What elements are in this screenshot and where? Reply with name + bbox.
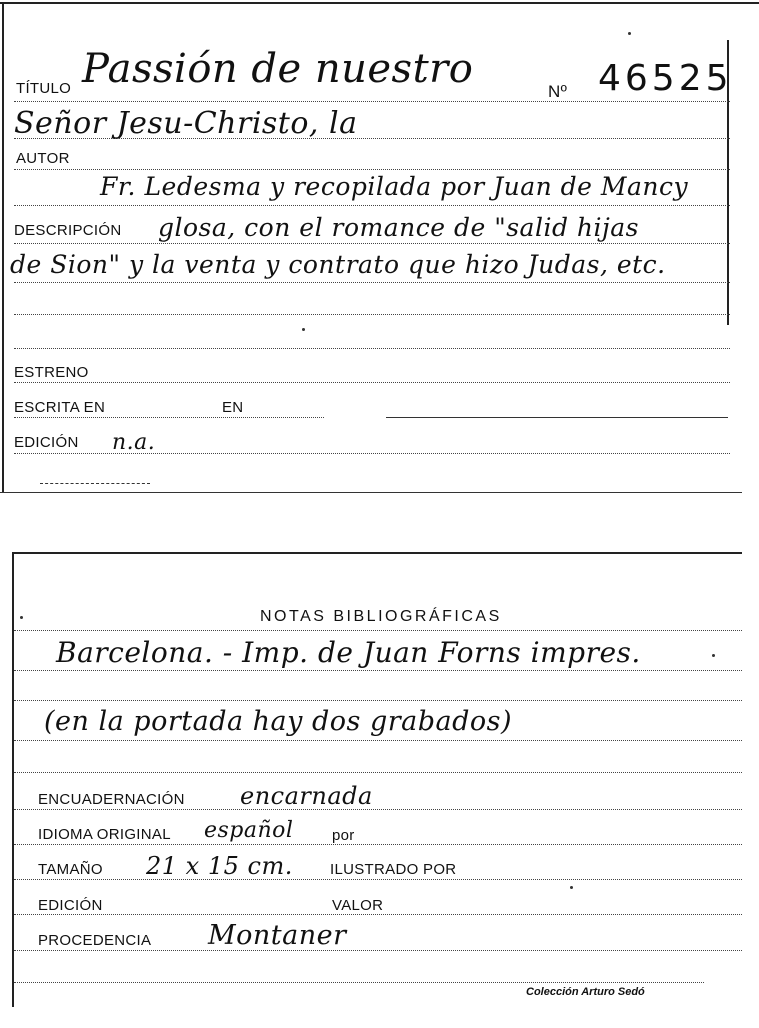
rule-blank-1	[14, 314, 730, 315]
title-line-1: Passión de nuestro	[82, 46, 474, 92]
card-left-border	[2, 2, 4, 492]
label-valor: VALOR	[332, 897, 384, 914]
card-top-border	[0, 2, 759, 4]
label-titulo: TÍTULO	[16, 80, 72, 97]
label-ilustrado-por: ILUSTRADO POR	[330, 861, 457, 878]
label-autor: AUTOR	[16, 150, 70, 167]
speck	[302, 328, 305, 331]
rule-escrita-right	[386, 417, 728, 418]
rule-notes-2	[14, 740, 742, 741]
tamano-value: 21 x 15 cm.	[146, 852, 293, 880]
rule-blank-2	[14, 348, 730, 349]
rule-idioma	[14, 844, 742, 845]
rule-titulo	[14, 101, 730, 102]
number-value: 46525	[598, 58, 733, 99]
rule-notes-1	[14, 670, 742, 671]
author-line: Fr. Ledesma y recopilada por Juan de Mancy	[100, 172, 689, 201]
collection-credit: Colección Arturo Sedó	[526, 986, 645, 998]
speck	[20, 616, 23, 619]
rule-encuadernacion	[14, 809, 742, 810]
rule-edicion	[14, 453, 730, 454]
rule-tamano	[14, 879, 742, 880]
card-left-border	[12, 552, 14, 1007]
label-por: por	[332, 827, 355, 844]
label-escrita-en: ESCRITA EN	[14, 399, 106, 416]
card-top-border	[12, 552, 742, 554]
description-line-2: de Sion" y la venta y contrato que hizo Judas, etc.	[10, 250, 666, 279]
rule-bottom-dashes	[40, 483, 150, 484]
speck	[570, 886, 573, 889]
notes-line-1: Barcelona. - Imp. de Juan Forns impres.	[56, 636, 641, 669]
notes-heading: NOTAS BIBLIOGRÁFICAS	[260, 608, 502, 625]
rule-autor-2	[14, 205, 730, 206]
rule-estreno	[14, 382, 730, 383]
label-idioma-original: IDIOMA ORIGINAL	[38, 826, 171, 843]
label-edicion: EDICIÓN	[38, 897, 103, 914]
description-line-1: glosa, con el romance de "salid hijas	[158, 213, 639, 242]
catalog-card-main	[0, 0, 759, 495]
catalog-card-notes	[0, 550, 759, 1028]
rule-footer	[14, 982, 704, 983]
speck	[628, 32, 631, 35]
label-encuadernacion: ENCUADERNACIÓN	[38, 791, 185, 808]
rule-procedencia	[14, 950, 742, 951]
rule-edicion	[14, 914, 742, 915]
rule-titulo-2	[14, 138, 730, 139]
label-descripcion: DESCRIPCIÓN	[14, 222, 122, 239]
label-en: EN	[222, 399, 244, 416]
label-tamano: TAMAÑO	[38, 861, 103, 878]
number-label: Nº	[548, 82, 568, 101]
rule-autor	[14, 169, 730, 170]
label-estreno: ESTRENO	[14, 364, 89, 381]
speck	[712, 654, 715, 657]
encuadernacion-value: encarnada	[240, 782, 373, 810]
rule-descripcion-2	[14, 282, 730, 283]
procedencia-value: Montaner	[208, 920, 347, 951]
label-edicion: EDICIÓN	[14, 434, 79, 451]
rule-heading	[14, 630, 742, 631]
rule-escrita	[14, 417, 324, 418]
rule-descripcion	[14, 243, 730, 244]
rule-notes-2b	[14, 772, 742, 773]
label-procedencia: PROCEDENCIA	[38, 932, 152, 949]
idioma-value: español	[204, 818, 294, 843]
edicion-value: n.a.	[112, 430, 156, 455]
card-bottom-edge	[0, 492, 742, 493]
rule-notes-1b	[14, 700, 742, 701]
title-line-2: Señor Jesu-Christo, la	[14, 106, 358, 141]
notes-line-2: (en la portada hay dos grabados)	[44, 706, 513, 737]
